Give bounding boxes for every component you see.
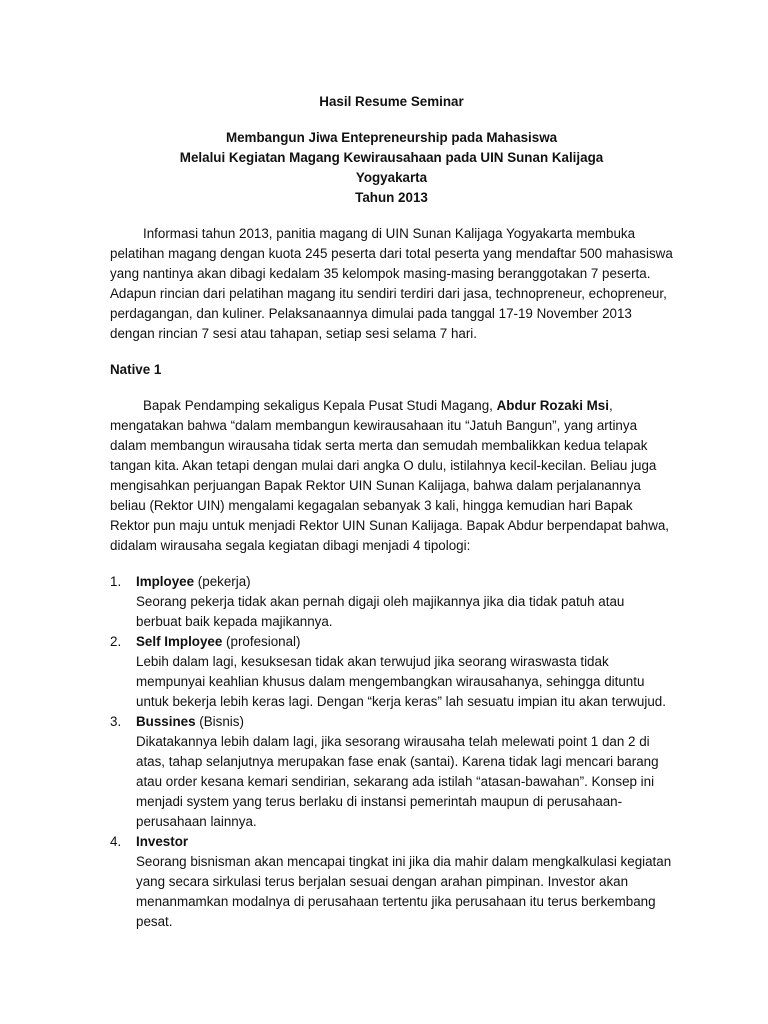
list-item (110, 632, 673, 712)
speaker-name: Abdur Rozaki Msi (496, 398, 609, 413)
item-description: Dikatakannya lebih dalam lagi, jika sesorang wirausaha telah melewati point 1 dan 2 di atas, tahap selanjutnya merupakan fase enak (santai). Karena tidak lagi mencari barang atau order kesana kemari sendirian, sekarang ada istilah “atasan-bawahan”. Konsep ini menjadi system yang terus berlaku di instansi pemerintah maupun di perusahaan-perusahaan lainnya. (136, 734, 659, 829)
list-number: 1. (110, 574, 122, 589)
item-heading (136, 832, 673, 852)
subtitle-line: Membangun Jiwa Entepreneurship pada Mahasiswa (225, 130, 558, 145)
item-term: Imployee (136, 574, 195, 589)
item-term: Bussines (136, 714, 196, 729)
intro-paragraph: Informasi tahun 2013, panitia magang di UIN Sunan Kalijaga Yogyakarta membuka pelatihan magang dengan kuota 245 peserta dari total peserta yang mendaftar 500 mahasiswa yang nantinya akan dibagi kedalam 35 kelompok masing-masing beranggotakan 7 peserta. Adapun rincian dari pelatihan magang itu sendiri terdiri dari jasa, technopreneur, echopreneur, perdagangan, dan kuliner. Pelaksanaannya dimulai pada tanggal 17-19 November 2013 dengan rincian 7 sesi atau tahapan, setiap sesi selama 7 hari. (110, 226, 673, 341)
paragraph-text: Bapak Pendamping sekaligus Kepala Pusat Studi Magang, (143, 398, 497, 413)
item-gloss: (Bisnis) (195, 714, 244, 729)
paragraph-text: , mengatakan bahwa “dalam membangun kewirausahaan itu “Jatuh Bangun”, yang artinya dalam membangun wirausaha tidak serta merta dan semudah membalikkan kedua telapak tangan kita. Akan tetapi dengan mulai dari angka O dulu, istilahnya kecil-kecilan. Beliau juga mengisahkan perjuangan Bapak Rektor UIN Sunan Kalijaga, bahwa dalam perjalanannya beliau (Rektor UIN) mengalami kegagalan sebanyak 3 kali, hingga kemudian hari Bapak Rektor pun maju untuk menjadi Rektor UIN Sunan Kalijaga. Bapak Abdur berpendapat bahwa, didalam wirausaha segala kegiatan dibagi menjadi 4 tipologi: (110, 398, 670, 553)
list-number: 3. (110, 714, 122, 729)
item-term: Self Imployee (136, 634, 223, 649)
list-item (110, 832, 673, 932)
subtitle-line: Tahun 2013 (355, 190, 428, 205)
document-title: Hasil Resume Seminar (319, 94, 464, 109)
list-item (110, 712, 673, 832)
item-gloss: (pekerja) (194, 574, 251, 589)
typology-list (110, 572, 673, 932)
item-description: Seorang bisnisman akan mencapai tingkat ini jika dia mahir dalam mengkalkulasi kegiatan yang secara sirkulasi terus berjalan sesuai dengan arahan pimpinan. Investor akan menanmamkan modalnya di perusahaan tertentu jika perusahaan itu terus berkembang pesat. (136, 854, 672, 929)
list-item (110, 572, 673, 632)
section-heading: Native 1 (110, 362, 162, 377)
item-term: Investor (136, 834, 189, 849)
list-number: 2. (110, 634, 122, 649)
item-heading (136, 712, 673, 732)
subtitle-line: Melalui Kegiatan Magang Kewirausahaan pada UIN Sunan Kalijaga (179, 150, 604, 165)
item-heading (136, 572, 673, 592)
document-subtitle (110, 128, 673, 208)
subtitle-line: Yogyakarta (355, 170, 428, 185)
item-description: Seorang pekerja tidak akan pernah digaji oleh majikannya jika dia tidak patuh atau berbuat baik kepada majikannya. (136, 594, 625, 629)
item-description: Lebih dalam lagi, kesuksesan tidak akan terwujud jika seorang wiraswasta tidak mempunyai keahlian khusus dalam mengembangkan wirausahanya, sehingga dituntu untuk bekerja lebih keras lagi. Dengan “kerja keras” lah sesuatu impian itu akan terwujud. (136, 654, 666, 709)
list-number: 4. (110, 834, 122, 849)
item-heading (136, 632, 673, 652)
item-gloss: (profesional) (222, 634, 301, 649)
native-paragraph (110, 396, 673, 556)
